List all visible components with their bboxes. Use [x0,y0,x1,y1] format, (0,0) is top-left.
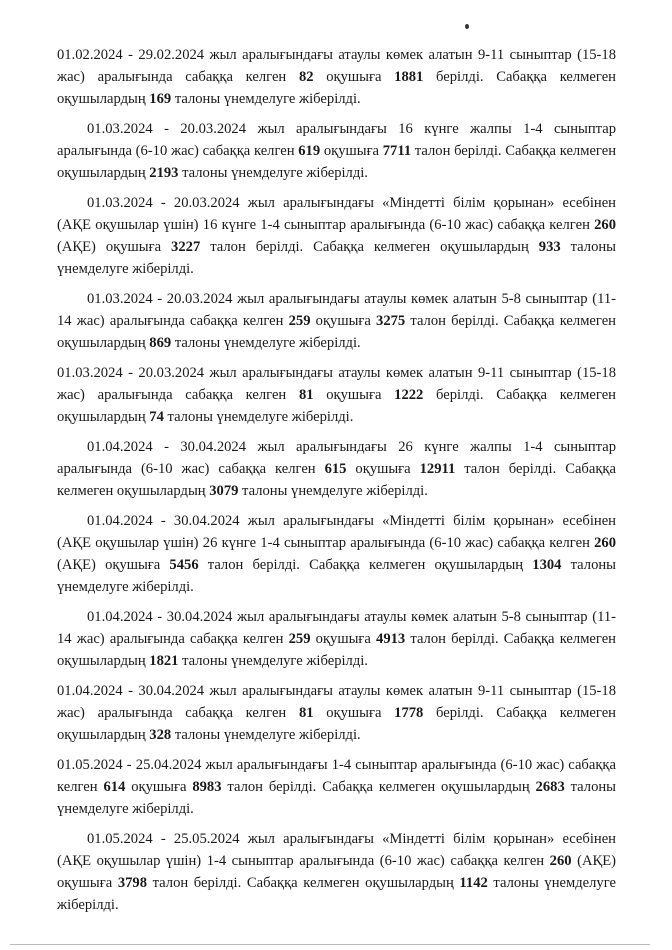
paragraph-text: талоны үнемделуге жіберілді. [238,483,428,499]
paragraph [57,118,616,184]
paragraph-text: оқушыға [125,779,193,795]
figure-value: 81 [298,387,314,403]
figure-value: 615 [324,461,347,477]
figure-value: 1821 [149,653,179,669]
paragraph [57,192,616,280]
paragraph-text: оқушыға [313,705,395,721]
paragraph-text: 01.04.2024 - 30.04.2024 жыл аралығындағы атаулы көмек алатын 5-8 сыныптар (11-14 жас) аралығында сабаққа келген [57,609,616,647]
figure-value: 1222 [394,387,424,403]
page-bottom-edge [10,944,650,945]
paragraph-text: талоны үнемделуге жіберілді. [57,875,616,913]
paragraph-text: оқушыға [310,313,377,329]
paragraph-text: оқушыға [320,143,383,159]
paragraph-text: берілді. Сабаққа келмеген оқушылардың [57,69,616,107]
paragraph-text: 01.05.2024 - 25.05.2024 жыл аралығындағы «Міндетті білім қорынан» есебінен (АҚЕ оқушылар үшін) 1-4 сыныптар аралығында (6-10 жас) сабаққа келген [57,831,616,869]
paragraph-text: талон берілді. Сабаққа келмеген оқушылардың [221,779,536,795]
figure-value: 260 [594,217,616,233]
paragraph-text: 01.03.2024 - 20.03.2024 жыл аралығындағы атаулы көмек алатын 9-11 сыныптар (15-18 жас) аралығында сабаққа келген [57,365,616,403]
figure-value: 81 [298,705,314,721]
figure-value: 619 [298,143,321,159]
paragraph-text: оқушыға [313,387,395,403]
paragraph-text: талон берілді. Сабаққа келмеген оқушылардың [57,461,616,499]
paragraph-text: 01.03.2024 - 20.03.2024 жыл аралығындағы 16 күнге жалпы 1-4 сыныптар аралығында (6-10 жас) сабаққа келген [57,121,616,159]
figure-value: 869 [149,335,172,351]
paragraph-text: берілді. Сабаққа келмеген оқушылардың [57,705,616,743]
figure-value: 1778 [394,705,424,721]
figure-value: 3798 [117,875,147,891]
paragraph-text: талоны үнемделуге жіберілді. [171,727,361,743]
paragraph-text: талоны үнемделуге жіберілді. [163,409,354,425]
paragraph-text: талоны үнемделуге жіберілді. [57,557,616,595]
paragraph-text: талоны үнемделуге жіберілді. [171,335,361,351]
figure-value: 74 [149,409,164,425]
figure-value: 3275 [376,313,406,329]
paragraph-text: талон берілді. Сабаққа келмеген оқушылардың [198,557,533,573]
figure-value: 3079 [209,483,239,499]
paragraph-text: (АҚЕ) оқушыға [57,557,170,573]
paragraph-text: талоны үнемделуге жіберілді. [57,239,616,277]
paragraph-text: (АҚЕ) оқушыға [57,239,172,255]
paragraph-text: талон берілді. Сабаққа келмеген оқушылардың [200,239,539,255]
figure-value: 1881 [394,69,424,85]
scan-mark [465,24,469,29]
paragraph-text: оқушыға [313,69,395,85]
figure-value: 2683 [535,779,565,795]
figure-value: 8983 [192,779,222,795]
figure-value: 260 [549,853,572,869]
paragraph-text: талоны үнемделуге жіберілді. [178,653,368,669]
paragraph [57,754,616,820]
paragraph-text: оқушыға [346,461,420,477]
paragraph [57,362,616,428]
paragraph [57,510,616,598]
figure-value: 2193 [149,165,179,181]
figure-value: 614 [103,779,126,795]
paragraph-text: талон берілді. Сабаққа келмеген оқушылардың [57,313,616,351]
paragraph-text: талоны үнемделуге жіберілді. [178,165,368,181]
paragraph [57,606,616,672]
document-body [57,44,616,924]
paragraph [57,44,616,110]
paragraph [57,288,616,354]
figure-value: 5456 [169,557,199,573]
paragraph-text: 01.04.2024 - 30.04.2024 жыл аралығындағы «Міндетті білім қорынан» есебінен (АҚЕ оқушылар үшін) 26 күнге 1-4 сыныптар аралығында (6-10 жас) сабаққа келген [57,513,616,551]
paragraph-text: оқушыға [310,631,377,647]
figure-value: 4913 [376,631,406,647]
paragraph-text: 01.03.2024 - 20.03.2024 жыл аралығындағы атаулы көмек алатын 5-8 сыныптар (11-14 жас) аралығында сабаққа келген [57,291,616,329]
paragraph [57,436,616,502]
paragraph-text: талоны үнемделуге жіберілді. [57,779,616,817]
figure-value: 933 [538,239,561,255]
figure-value: 1142 [459,875,488,891]
figure-value: 259 [288,631,311,647]
paragraph-text: 01.04.2024 - 30.04.2024 жыл аралығындағы атаулы көмек алатын 9-11 сыныптар (15-18 жас) аралығында сабаққа келген [57,683,616,721]
paragraph-text: 01.05.2024 - 25.04.2024 жыл аралығындағы 1-4 сыныптар аралығында (6-10 жас) сабаққа келген [57,757,616,795]
figure-value: 3227 [171,239,201,255]
paragraph-text: талон берілді. Сабаққа келмеген оқушылардың [57,143,616,181]
paragraph-text: 01.04.2024 - 30.04.2024 жыл аралығындағы 26 күнге жалпы 1-4 сыныптар аралығында (6-10 жас) сабаққа келген [57,439,616,477]
figure-value: 82 [298,69,314,85]
paragraph [57,680,616,746]
paragraph-text: талон берілді. Сабаққа келмеген оқушылардың [57,631,616,669]
paragraph [57,828,616,916]
figure-value: 260 [594,535,616,551]
paragraph-text: талоны үнемделуге жіберілді. [171,91,361,107]
paragraph-text: берілді. Сабаққа келмеген оқушылардың [57,387,616,425]
paragraph-text: талон берілді. Сабаққа келмеген оқушылардың [147,875,460,891]
figure-value: 7711 [382,143,412,159]
figure-value: 169 [149,91,172,107]
figure-value: 12911 [419,461,456,477]
paragraph-text: 01.03.2024 - 20.03.2024 жыл аралығындағы «Міндетті білім қорынан» есебінен (АҚЕ оқушылар үшін) 16 күнге 1-4 сыныптар аралығында (6-10 жас) сабаққа келген [57,195,616,233]
figure-value: 1304 [532,557,562,573]
paragraph-text: (АҚЕ) оқушыға [57,853,616,891]
figure-value: 328 [149,727,172,743]
paragraph-text: 01.02.2024 - 29.02.2024 жыл аралығындағы атаулы көмек алатын 9-11 сыныптар (15-18 жас) аралығында сабаққа келген [57,47,616,85]
figure-value: 259 [288,313,311,329]
